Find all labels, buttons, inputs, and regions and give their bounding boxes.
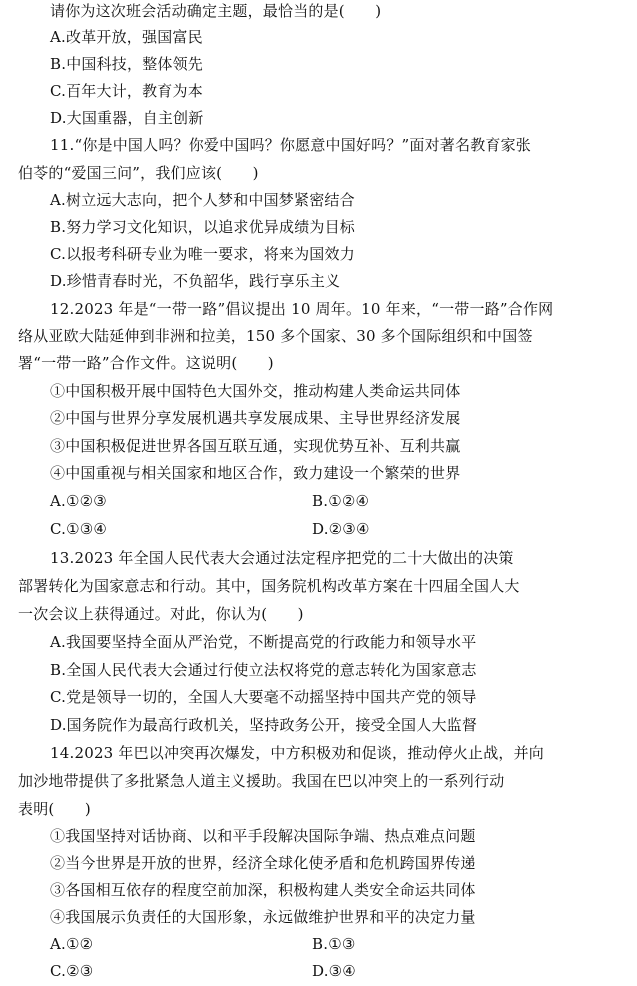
q10-stem-tail: 请你为这次班会活动确定主题，最恰当的是( ) xyxy=(50,2,382,20)
q11-option-a: A.树立远大志向，把个人梦和中国梦紧密结合 xyxy=(50,191,355,209)
q11-stem-line2: 伯苓的“爱国三问”，我们应该( ) xyxy=(18,164,259,182)
q14-statement-4: ④我国展示负责任的大国形象，永远做维护世界和平的决定力量 xyxy=(50,908,476,926)
q11-stem-line1: 11.“你是中国人吗？你爱中国吗？你愿意中国好吗？”面对著名教育家张 xyxy=(50,136,531,154)
q14-statement-3: ③各国相互依存的程度空前加深，积极构建人类安全命运共同体 xyxy=(50,881,476,899)
q14-option-c: C.②③ xyxy=(50,962,94,980)
q12-stem-line3: 署“一带一路”合作文件。这说明( ) xyxy=(18,354,274,372)
q14-option-d: D.③④ xyxy=(312,962,356,980)
q14-stem-line3: 表明( ) xyxy=(18,800,91,818)
q12-statement-2: ②中国与世界分享发展机遇共享发展成果、主导世界经济发展 xyxy=(50,409,461,427)
q13-option-d: D.国务院作为最高行政机关，坚持政务公开，接受全国人大监督 xyxy=(50,716,478,734)
q13-option-b: B.全国人民代表大会通过行使立法权将党的意志转化为国家意志 xyxy=(50,661,477,679)
q13-option-c: C.党是领导一切的，全国人大要毫不动摇坚持中国共产党的领导 xyxy=(50,688,477,706)
q12-option-b: B.①②④ xyxy=(312,492,370,510)
q10-option-b: B.中国科技，整体领先 xyxy=(50,55,203,73)
q13-stem-line2: 部署转化为国家意志和行动。其中，国务院机构改革方案在十四届全国人大 xyxy=(18,577,520,595)
q12-stem-line2: 络从亚欧大陆延伸到非洲和拉美，150 多个国家、30 多个国际组织和中国签 xyxy=(18,327,533,345)
q14-option-b: B.①③ xyxy=(312,935,356,953)
q13-stem-line1: 13.2023 年全国人民代表大会通过法定程序把党的二十大做出的决策 xyxy=(50,549,514,567)
q11-option-b: B.努力学习文化知识，以追求优异成绩为目标 xyxy=(50,218,355,236)
q12-statement-1: ①中国积极开展中国特色大国外交，推动构建人类命运共同体 xyxy=(50,382,461,400)
q12-statement-3: ③中国积极促进世界各国互联互通，实现优势互补、互利共赢 xyxy=(50,437,461,455)
q12-option-a: A.①②③ xyxy=(50,492,107,510)
q14-stem-line2: 加沙地带提供了多批紧急人道主义援助。我国在巴以冲突上的一系列行动 xyxy=(18,772,505,790)
q14-option-a: A.①② xyxy=(50,935,94,953)
q12-option-c: C.①③④ xyxy=(50,520,108,538)
q10-option-d: D.大国重器，自主创新 xyxy=(50,109,204,127)
q12-option-d: D.②③④ xyxy=(312,520,370,538)
q14-stem-line1: 14.2023 年巴以冲突再次爆发，中方积极劝和促谈，推动停火止战，并向 xyxy=(50,744,544,762)
q12-stem-line1: 12.2023 年是“一带一路”倡议提出 10 周年。10 年来，“一带一路”合作网 xyxy=(50,300,554,318)
q11-option-c: C.以报考科研专业为唯一要求，将来为国效力 xyxy=(50,245,355,263)
q11-option-d: D.珍惜青春时光，不负韶华，践行享乐主义 xyxy=(50,272,341,290)
q10-option-a: A.改革开放，强国富民 xyxy=(50,28,203,46)
q13-stem-line3: 一次会议上获得通过。对此，你认为( ) xyxy=(18,605,304,623)
q10-option-c: C.百年大计，教育为本 xyxy=(50,82,203,100)
q12-statement-4: ④中国重视与相关国家和地区合作，致力建设一个繁荣的世界 xyxy=(50,464,461,482)
q14-statement-2: ②当今世界是开放的世界，经济全球化使矛盾和危机跨国界传递 xyxy=(50,854,476,872)
q13-option-a: A.我国要坚持全面从严治党，不断提高党的行政能力和领导水平 xyxy=(50,633,477,651)
q14-statement-1: ①我国坚持对话协商、以和平手段解决国际争端、热点难点问题 xyxy=(50,827,476,845)
